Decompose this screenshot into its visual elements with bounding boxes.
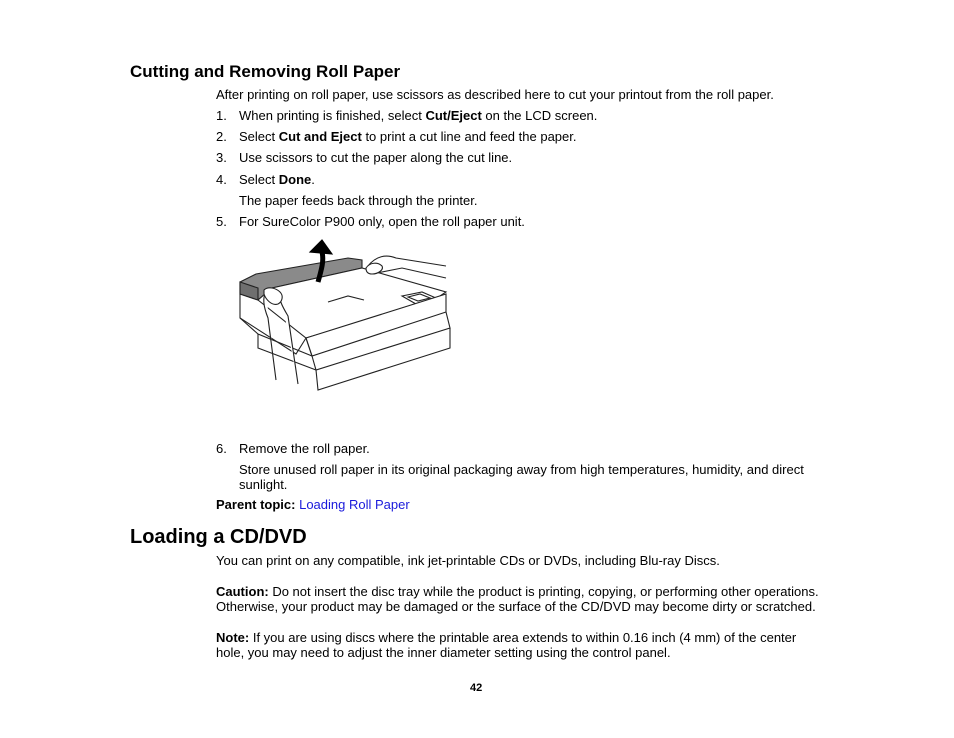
note-text: If you are using discs where the printable area extends to within 0.16 inch (4 mm) of the center xyxy=(249,630,797,645)
step-1-text xyxy=(239,108,597,123)
step-number: 6. xyxy=(216,441,227,456)
step-text: Select xyxy=(239,172,279,187)
caution-label: Caution: xyxy=(216,584,269,599)
step-4-note: The paper feeds back through the printer. xyxy=(239,193,478,208)
step-2 xyxy=(216,129,227,144)
caution-text: Do not insert the disc tray while the product is printing, copying, or performing other operations. xyxy=(268,584,819,599)
section-intro: After printing on roll paper, use scissors as described here to cut your printout from the roll paper. xyxy=(216,87,774,102)
step-3-text: Use scissors to cut the paper along the cut line. xyxy=(239,150,513,165)
step-6 xyxy=(216,441,227,456)
step-text: When printing is finished, select xyxy=(239,108,426,123)
caution-line1 xyxy=(216,584,819,599)
step-3 xyxy=(216,150,227,165)
note-line2: hole, you may need to adjust the inner diameter setting using the control panel. xyxy=(216,645,671,660)
step-2-text xyxy=(239,129,576,144)
step-6-text: Remove the roll paper. xyxy=(239,441,370,456)
step-text: . xyxy=(311,172,315,187)
ui-term: Done xyxy=(278,172,312,187)
ui-term: Cut and Eject xyxy=(278,129,362,144)
ui-term: Cut/Eject xyxy=(425,108,482,123)
note-label: Note: xyxy=(216,630,250,645)
parent-topic-link[interactable]: Loading Roll Paper xyxy=(299,497,410,512)
caution-line2: Otherwise, your product may be damaged or the surface of the CD/DVD may become dirty or scratched. xyxy=(216,599,816,614)
step-text: on the LCD screen. xyxy=(481,108,598,123)
parent-topic-label: Parent topic: xyxy=(216,497,296,512)
cd-dvd-intro: You can print on any compatible, ink jet-printable CDs or DVDs, including Blu-ray Discs. xyxy=(216,553,720,568)
step-number: 1. xyxy=(216,108,227,123)
step-number: 2. xyxy=(216,129,227,144)
page-number: 42 xyxy=(470,682,483,694)
step-text: Select xyxy=(239,129,279,144)
step-number: 3. xyxy=(216,150,227,165)
printer-illustration xyxy=(236,238,458,398)
step-number: 4. xyxy=(216,172,227,187)
section-heading-cutting: Cutting and Removing Roll Paper xyxy=(130,62,401,81)
step-6-note-line2: sunlight. xyxy=(239,477,288,492)
step-4 xyxy=(216,172,227,187)
step-4-text xyxy=(239,172,315,187)
step-text: to print a cut line and feed the paper. xyxy=(361,129,577,144)
step-5 xyxy=(216,214,227,229)
parent-topic xyxy=(216,497,410,512)
step-5-text: For SureColor P900 only, open the roll paper unit. xyxy=(239,214,525,229)
step-6-note-line1: Store unused roll paper in its original packaging away from high temperatures, humidity, and direct xyxy=(239,462,804,477)
step-number: 5. xyxy=(216,214,227,229)
section-heading-cd-dvd: Loading a CD/DVD xyxy=(130,526,307,548)
step-1 xyxy=(216,108,227,123)
note-line1 xyxy=(216,630,796,645)
